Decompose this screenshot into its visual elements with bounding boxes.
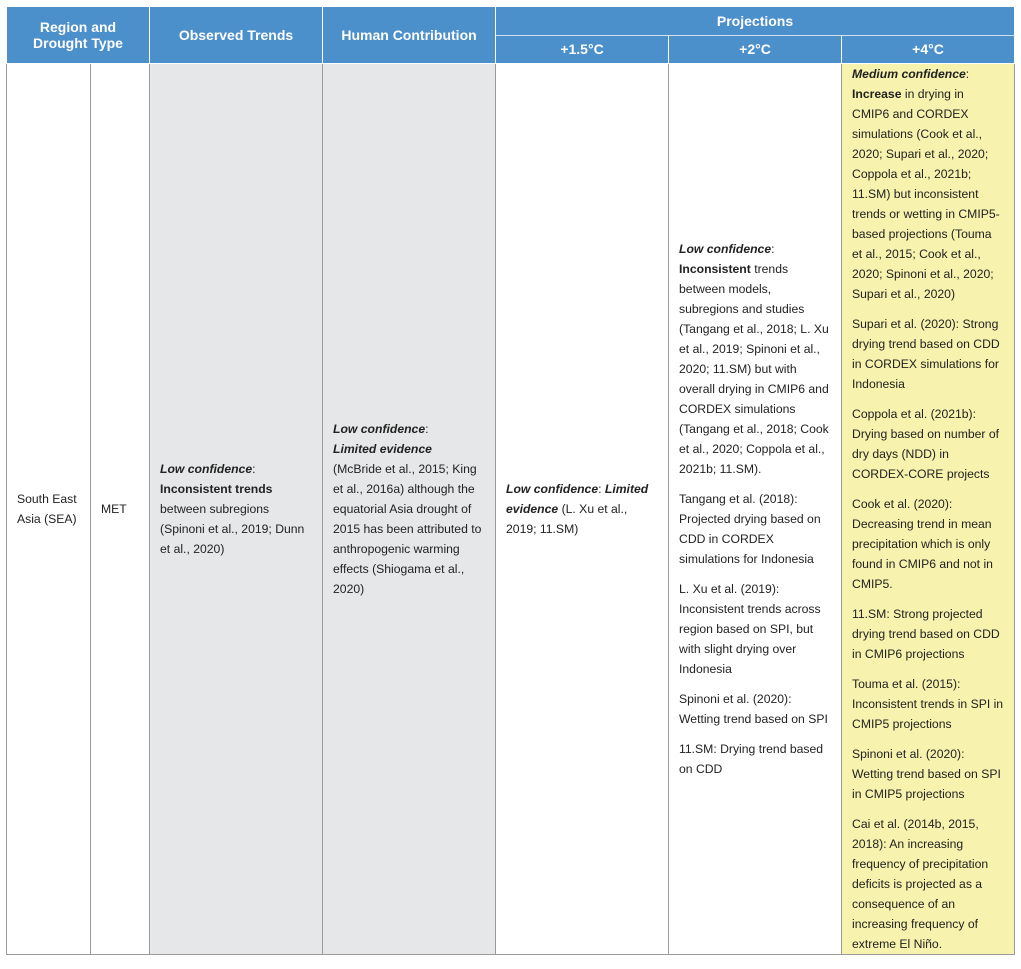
cell-text: (McBride et al., 2015; King et al., 2016a) although the equatorial Asia drought of 2015 has been attributed to anthropogenic warming effects (Shiogama et al., 2020) (333, 462, 482, 596)
header-projections: Projections (496, 7, 1015, 36)
cell-text: (L. Xu et al., 2019; 11.SM) (506, 502, 628, 536)
note: Coppola et al. (2021b): Drying based on number of dry days (NDD) in CORDEX-CORE projects (852, 407, 1000, 481)
observed-cell: Low confidence: Inconsistent trends between subregions (Spinoni et al., 2019; Dunn et al., 2020) (150, 64, 323, 955)
confidence-label: Low confidence (333, 422, 426, 436)
p15-cell: Low confidence: Limited evidence (L. Xu et al., 2019; 11.SM) (496, 64, 669, 955)
note: L. Xu et al. (2019): Inconsistent trends across region based on SPI, but with slight drying over Indonesia (679, 582, 821, 676)
headline: Increase (852, 87, 902, 101)
note: 11.SM: Drying trend based on CDD (679, 742, 824, 776)
note: Cai et al. (2014b, 2015, 2018): An increasing frequency of precipitation deficits is projected as a consequence of an increasing frequency of extreme El Niño. (852, 817, 989, 951)
region-cell: South East Asia (SEA) (7, 64, 91, 955)
note: Tangang et al. (2018): Projected drying based on CDD in CORDEX simulations for Indonesia (679, 492, 821, 566)
confidence-label: Low confidence (679, 242, 772, 256)
note: Supari et al. (2020): Strong drying trend based on CDD in CORDEX simulations for Indonesia (852, 317, 1000, 391)
header-human: Human Contribution (323, 7, 496, 64)
note: 11.SM: Strong projected drying trend based on CDD in CMIP6 projections (852, 607, 1000, 661)
header-observed: Observed Trends (150, 7, 323, 64)
cell-text: trends between models, subregions and studies (Tangang et al., 2018; L. Xu et al., 2019; Spinoni et al., 2020; 11.SM) but with overall drying in CMIP6 and CORDEX simulations (Tangang et al., 2018; Cook et al., 2020; Coppola et al., 2021b; 11.SM). (679, 262, 829, 476)
headline: Limited evidence (333, 442, 432, 456)
header-p2: +2°C (669, 35, 842, 64)
drought-table (6, 6, 1015, 955)
header-p4: +4°C (842, 35, 1015, 64)
header-region: Region and Drought Type (7, 7, 150, 64)
human-cell: Low confidence: Limited evidence (McBride et al., 2015; King et al., 2016a) although the equatorial Asia drought of 2015 has been attributed to anthropogenic warming effects (Shiogama et al., 2020) (323, 64, 496, 955)
cell-text: between subregions (Spinoni et al., 2019; Dunn et al., 2020) (160, 502, 305, 556)
confidence-label: Medium confidence (852, 67, 966, 81)
note: Cook et al. (2020): Decreasing trend in mean precipitation which is only found in CMIP6 and not in CMIP5. (852, 497, 993, 591)
headline: Limited evidence (506, 482, 649, 516)
note: Spinoni et al. (2020): Wetting trend based on SPI (679, 692, 828, 726)
note: Spinoni et al. (2020): Wetting trend based on SPI in CMIP5 projections (852, 747, 1001, 801)
cell-text: in drying in CMIP6 and CORDEX simulations (Cook et al., 2020; Supari et al., 2020; Coppola et al., 2021b; 11.SM) but inconsistent trends or wetting in CMIP5-based projections (Touma et al., 2015; Cook et al., 2020; Spinoni et al., 2020; Supari et al., 2020) (852, 87, 1000, 301)
headline: Inconsistent (679, 262, 751, 276)
headline: Inconsistent trends (160, 482, 273, 496)
confidence-label: Low confidence (160, 462, 253, 476)
p2-cell: Low confidence: Inconsistent trends between models, subregions and studies (Tangang et al., 2018; L. Xu et al., 2019; Spinoni et al., 2020; 11.SM) but with overall drying in CMIP6 and CORDEX simulations (Tangang et al., 2018; Cook et al., 2020; Coppola et al., 2021b; 11.SM). Tangang et al. (2018): Projected drying based on CDD in CORDEX simulations for Indonesia L. Xu et al. (2019): Inconsistent trends across region based on SPI, but with slight drying over Indonesia Spinoni et al. (2020): Wetting trend based on SPI 11.SM: Drying trend based on CDD (669, 64, 842, 955)
header-p15: +1.5°C (496, 35, 669, 64)
p4-cell: Medium confidence: Increase in drying in CMIP6 and CORDEX simulations (Cook et al., 2020; Supari et al., 2020; Coppola et al., 2021b; 11.SM) but inconsistent trends or wetting in CMIP5-based projections (Touma et al., 2015; Cook et al., 2020; Spinoni et al., 2020; Supari et al., 2020) Supari et al. (2020): Strong drying trend based on CDD in CORDEX simulations for Indonesia Coppola et al. (2021b): Drying based on number of dry days (NDD) in CORDEX-CORE projects Cook et al. (2020): Decreasing trend in mean precipitation which is only found in CMIP6 and not in CMIP5. 11.SM: Strong projected drying trend based on CDD in CMIP6 projections Touma et al. (2015): Inconsistent trends in SPI in CMIP5 projections Spinoni et al. (2020): Wetting trend based on SPI in CMIP5 projections Cai et al. (2014b, 2015, 2018): An increasing frequency of precipitation deficits is projected as a consequence of an increasing frequency of extreme El Niño. (842, 64, 1015, 955)
table-row (7, 64, 1015, 955)
drought-type-cell: MET (91, 64, 150, 955)
note: Touma et al. (2015): Inconsistent trends in SPI in CMIP5 projections (852, 677, 1004, 731)
confidence-label: Low confidence (506, 482, 599, 496)
